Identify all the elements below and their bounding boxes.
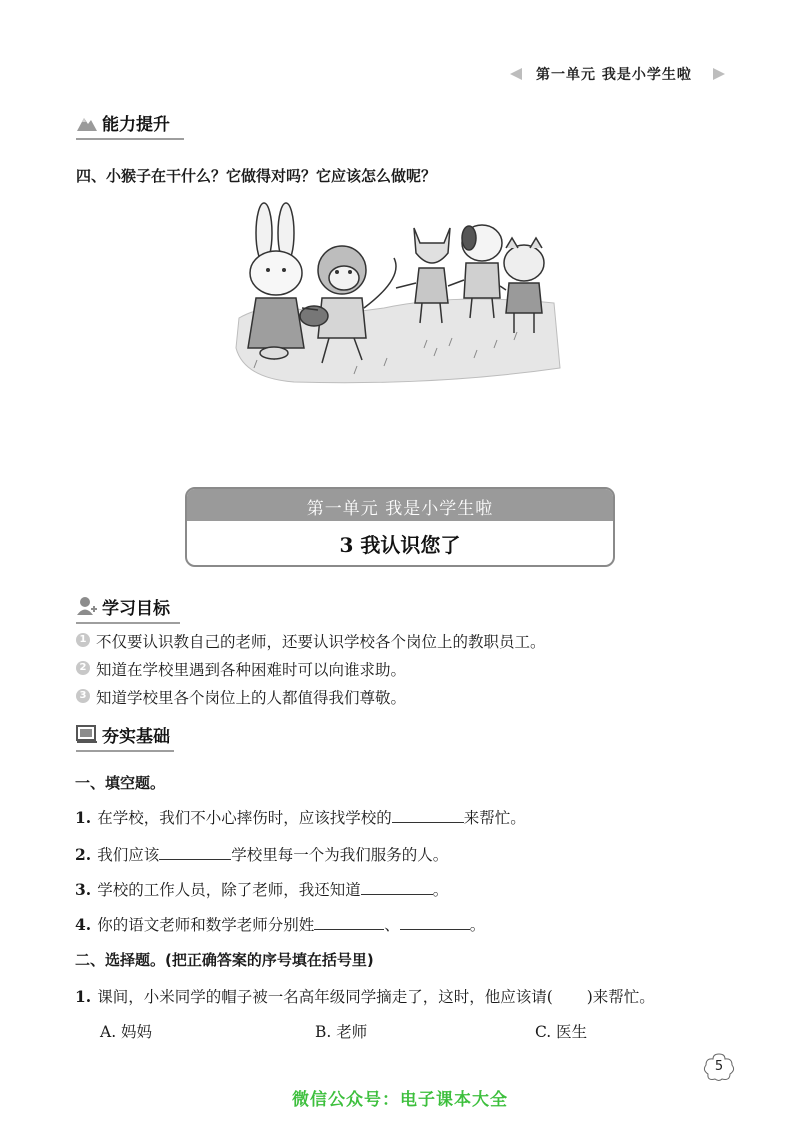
page-number: 5 [714, 1059, 724, 1074]
fill-heading: 一、填空题。 [75, 774, 166, 792]
mountain-icon [76, 112, 98, 132]
section-goals [76, 594, 186, 620]
answer-blank[interactable] [159, 845, 231, 860]
choice-item: 1. 课间，小米同学的帽子被一名高年级同学摘走了，这时，他应该请( )来帮忙。 [75, 987, 655, 1006]
fill-item: 4. 你的语文老师和数学老师分别姓 、 。 [75, 915, 486, 934]
goal-text: 不仅要认识教自己的老师，还要认识学校各个岗位上的教职员工。 [96, 633, 546, 651]
running-title: 第一单元 我是小学生啦 [536, 67, 692, 83]
option-c[interactable]: C. 医生 [535, 1023, 588, 1041]
item-number: 4. [75, 915, 92, 934]
section-heading: 能力提升 [102, 115, 170, 135]
unit-band [187, 489, 613, 521]
goal-text: 知道在学校里遇到各种困难时可以向谁求助。 [96, 661, 407, 679]
fill-item: 1. 在学校，我们不小心摔伤时，应该找学校的 来帮忙。 [75, 808, 526, 827]
person-icon [76, 596, 98, 616]
answer-blank[interactable] [392, 808, 464, 823]
section-basics [76, 722, 186, 748]
page-number-badge [702, 1052, 736, 1082]
footer-watermark: 微信公众号：电子课本大全 [292, 1090, 508, 1110]
answer-blank[interactable] [400, 915, 470, 930]
question-monkey: 四、小猴子在干什么？它做得对吗？它应该怎么做呢？ [76, 167, 437, 185]
book-icon [76, 724, 98, 744]
section-heading: 夯实基础 [102, 727, 170, 747]
answer-blank[interactable] [361, 880, 433, 895]
goal-number: 1 [76, 633, 90, 647]
right-triangle-icon [713, 68, 725, 80]
goal-number: 3 [76, 689, 90, 703]
section-ability [76, 110, 186, 136]
lesson-title-box [185, 487, 615, 567]
option-b[interactable]: B. 老师 [315, 1023, 368, 1041]
item-number: 1. [75, 987, 92, 1006]
item-number: 1. [75, 808, 92, 827]
running-header [510, 64, 725, 84]
monkey-illustration [234, 198, 564, 386]
lesson-title: 3 我认识您了 [339, 533, 461, 557]
unit-title: 第一单元 我是小学生啦 [306, 499, 494, 519]
fill-item: 2. 我们应该 学校里每一个为我们服务的人。 [75, 845, 449, 864]
choice-heading: 二、选择题。(把正确答案的序号填在括号里) [75, 951, 374, 969]
answer-blank[interactable] [314, 915, 384, 930]
goal-number: 2 [76, 661, 90, 675]
option-a[interactable]: A. 妈妈 [100, 1023, 153, 1041]
section-heading: 学习目标 [102, 599, 170, 619]
item-number: 3. [75, 880, 92, 899]
left-triangle-icon [510, 68, 522, 80]
fill-item: 3. 学校的工作人员，除了老师，我还知道 。 [75, 880, 449, 899]
item-number: 2. [75, 845, 92, 864]
goal-text: 知道学校里各个岗位上的人都值得我们尊敬。 [96, 689, 407, 707]
